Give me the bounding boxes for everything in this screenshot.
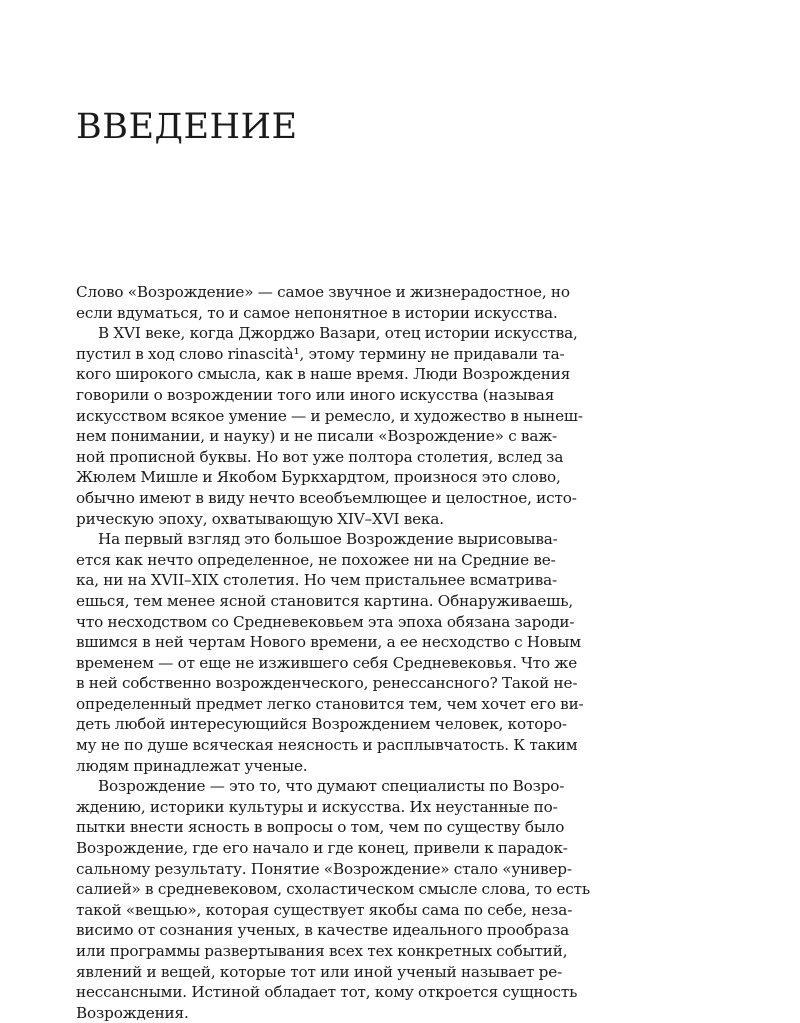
- text-line: висимо от сознания ученых, в качестве идеального прообраза: [76, 921, 570, 940]
- text-line: салией» в средневековом, схоластическом смысле слова, то есть: [76, 880, 590, 899]
- chapter-title: ВВЕДЕНИЕ: [76, 107, 298, 147]
- text-line: нессансными. Истиной обладает тот, кому откроется сущность: [76, 983, 578, 1002]
- text-line: сальному результату. Понятие «Возрождение» стало «универ-: [76, 859, 572, 878]
- text-line: ется как нечто определенное, не похожее ни на Средние ве-: [76, 550, 556, 569]
- text-line: Возрождение, где его начало и где конец, привели к парадок-: [76, 839, 568, 858]
- text-line: определенный предмет легко становится тем, чем хочет его ви-: [76, 694, 584, 713]
- text-line: или программы развертывания всех тех конкретных событий,: [76, 942, 568, 960]
- text-line: му не по душе всяческая неясность и расплывчатость. К таким: [76, 736, 578, 755]
- text-line: если вдуматься, то и самое непонятное в истории искусства.: [76, 303, 558, 322]
- text-line: ной прописной буквы. Но вот уже полтора столетия, вслед за: [76, 447, 564, 466]
- paragraph: [76, 282, 570, 323]
- text-line: временем — от еще не изжившего себя Средневековья. Что же: [76, 653, 578, 672]
- text-line: ешься, тем менее ясной становится картина. Обнаруживаешь,: [76, 591, 574, 610]
- text-line: В XVI веке, когда Джорджо Вазари, отец истории искусства,: [98, 324, 578, 343]
- text-line: ждению, историки культуры и искусства. Их неустанные по-: [76, 797, 558, 816]
- text-line: рическую эпоху, охватывающую XIV–XVI века.: [76, 509, 444, 528]
- paragraph: [76, 776, 590, 1023]
- text-line: Жюлем Мишле и Якобом Буркхардтом, произнося это слово,: [76, 468, 561, 487]
- text-line: обычно имеют в виду нечто всеобъемлющее и целостное, исто-: [76, 488, 577, 507]
- text-line: говорили о возрождении того или иного искусства (называя: [76, 385, 555, 404]
- paragraph: [76, 323, 583, 529]
- text-line: деть любой интересующийся Возрождением человек, которо-: [76, 715, 567, 734]
- text-line: Возрождения.: [76, 1003, 189, 1022]
- text-line: вшимся в ней чертам Нового времени, а ее несходство с Новым: [76, 633, 581, 652]
- text-line: Возрождение — это то, что думают специалисты по Возро-: [98, 777, 565, 796]
- text-line: пытки внести ясность в вопросы о том, чем по существу было: [76, 818, 565, 837]
- text-line: искусством всякое умение — и ремесло, и художество в нынеш-: [76, 406, 583, 425]
- text-line: кого широкого смысла, как в наше время. Люди Возрождения: [76, 365, 571, 384]
- text-line: ка, ни на XVII–XIX столетия. Но чем пристальнее всматрива-: [76, 571, 558, 590]
- text-line: в ней собственно возрожденческого, ренессансного? Такой не-: [76, 674, 578, 693]
- body-text: [76, 282, 590, 1023]
- text-line: На первый взгляд это большое Возрождение вырисовыва-: [98, 530, 558, 549]
- paragraph: [76, 529, 584, 776]
- text-line: людям принадлежат ученые.: [76, 756, 308, 775]
- text-line: пустил в ход слово rinascità¹, этому термину не придавали та-: [76, 344, 565, 363]
- text-line: нем понимании, и науку) и не писали «Возрождение» с важ-: [76, 427, 558, 446]
- text-line: явлений и вещей, которые тот или иной ученый называет ре-: [76, 962, 563, 981]
- text-line: такой «вещью», которая существует якобы сама по себе, неза-: [76, 900, 573, 919]
- text-line: Слово «Возрождение» — самое звучное и жизнерадостное, но: [76, 283, 570, 301]
- text-line: что несходством со Средневековьем эта эпоха обязана зароди-: [76, 612, 575, 631]
